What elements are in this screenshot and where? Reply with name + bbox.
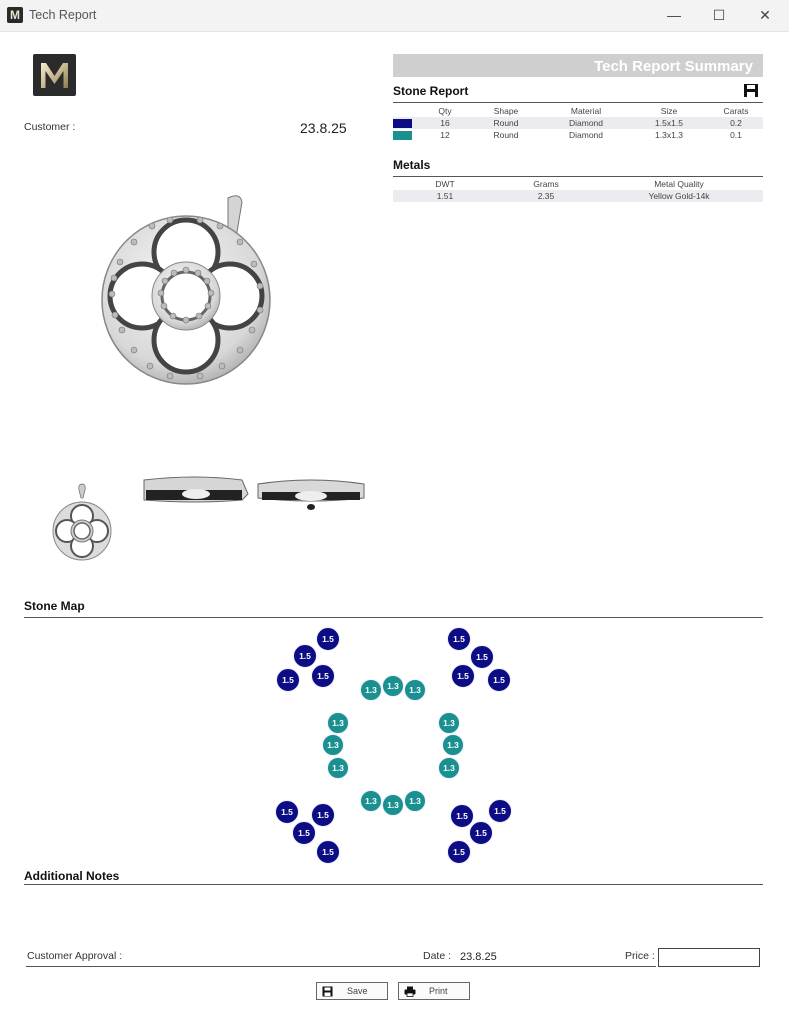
cell-shape: Round	[493, 130, 519, 140]
printer-icon	[404, 986, 416, 997]
metals-title: Metals	[393, 158, 431, 172]
summary-title: Tech Report Summary	[594, 58, 753, 75]
metals-divider	[393, 176, 763, 177]
additional-notes-title: Additional Notes	[24, 869, 120, 883]
cell-size: 1.5x1.5	[629, 117, 709, 129]
column-header: Grams	[533, 179, 559, 189]
stone-color-swatch	[393, 119, 412, 128]
column-header: Size	[660, 106, 678, 116]
report-date: 23.8.25	[300, 120, 347, 136]
stone-marker: 1.5	[450, 804, 474, 828]
company-logo	[33, 54, 76, 96]
stone-marker: 1.3	[404, 679, 426, 701]
cell-metal-quality: Yellow Gold-14k	[595, 190, 763, 202]
stone-marker: 1.5	[470, 645, 494, 669]
cell-shape: Round	[469, 117, 543, 129]
stone-report-title: Stone Report	[393, 84, 469, 98]
footer-date: 23.8.25	[460, 951, 497, 963]
stone-marker: 1.3	[327, 712, 349, 734]
column-header: Shape	[493, 106, 519, 116]
cell-qty: 12	[440, 130, 450, 140]
stone-map-divider	[24, 617, 763, 618]
cell-material: Diamond	[568, 130, 604, 140]
stone-marker: 1.3	[360, 790, 382, 812]
stone-marker: 1.5	[447, 627, 471, 651]
stone-marker: 1.3	[327, 757, 349, 779]
notes-divider	[24, 884, 763, 885]
cell-size: 1.3x1.3	[655, 130, 683, 140]
stone-marker: 1.5	[275, 800, 299, 824]
summary-banner	[393, 54, 763, 77]
stone-report-table	[393, 105, 763, 141]
title-bar	[0, 0, 789, 32]
cell-grams: 2.35	[497, 190, 595, 202]
stone-marker: 1.3	[404, 790, 426, 812]
customer-approval-label: Customer Approval :	[27, 950, 123, 962]
table-row	[393, 117, 763, 129]
cell-dwt: 1.51	[393, 190, 497, 202]
pendant-front-thumbnail	[49, 482, 115, 564]
stone-marker: 1.5	[451, 664, 475, 688]
stone-marker: 1.3	[438, 757, 460, 779]
stone-marker: 1.5	[447, 840, 471, 864]
app-icon: M	[7, 7, 23, 23]
stone-report-divider	[393, 102, 763, 103]
table-row	[393, 190, 763, 202]
maximize-button[interactable]: ☐	[712, 7, 726, 23]
stone-marker: 1.5	[292, 821, 316, 845]
stone-marker: 1.5	[487, 668, 511, 692]
column-header: DWT	[435, 179, 455, 189]
print-button[interactable]	[398, 982, 470, 1000]
pendant-side-thumbnail	[142, 474, 250, 506]
minimize-button[interactable]: —	[667, 7, 681, 23]
stone-marker: 1.3	[442, 734, 464, 756]
stone-color-swatch	[393, 131, 412, 140]
pendant-back-thumbnail	[256, 474, 366, 514]
stone-marker: 1.5	[276, 668, 300, 692]
approval-signature-line	[26, 966, 656, 967]
price-input[interactable]	[658, 948, 760, 967]
cell-material: Diamond	[543, 117, 629, 129]
column-header: Material	[570, 106, 602, 116]
stone-marker: 1.3	[438, 712, 460, 734]
stone-marker: 1.3	[382, 675, 404, 697]
table-row	[393, 129, 763, 141]
stone-marker: 1.3	[360, 679, 382, 701]
price-label: Price :	[625, 950, 655, 962]
save-report-icon[interactable]	[743, 83, 759, 98]
stone-marker: 1.5	[316, 840, 340, 864]
date-label: Date :	[423, 950, 452, 962]
stone-map-title: Stone Map	[24, 599, 85, 613]
stone-marker: 1.5	[316, 627, 340, 651]
column-header: Qty	[438, 106, 452, 116]
metals-table	[393, 178, 763, 202]
save-button[interactable]	[316, 982, 388, 1000]
table-header-row	[393, 178, 763, 190]
close-button[interactable]: ✕	[759, 7, 771, 23]
stone-marker: 1.3	[322, 734, 344, 756]
stone-marker: 1.5	[469, 821, 493, 845]
cell-carats: 0.2	[709, 117, 763, 129]
save-button-label: Save	[347, 986, 368, 996]
table-header-row	[393, 105, 763, 117]
cell-qty: 16	[421, 117, 469, 129]
stone-marker: 1.5	[293, 644, 317, 668]
stone-marker: 1.3	[382, 794, 404, 816]
save-icon	[322, 986, 333, 997]
cell-carats: 0.1	[730, 130, 742, 140]
stone-marker: 1.5	[311, 664, 335, 688]
pendant-main-view	[100, 190, 280, 390]
column-header: Carats	[723, 106, 749, 116]
stone-marker: 1.5	[311, 803, 335, 827]
print-button-label: Print	[429, 986, 448, 996]
window-title: Tech Report	[29, 8, 97, 22]
customer-label: Customer :	[24, 121, 76, 133]
stone-marker: 1.5	[488, 799, 512, 823]
column-header: Metal Quality	[654, 179, 704, 189]
